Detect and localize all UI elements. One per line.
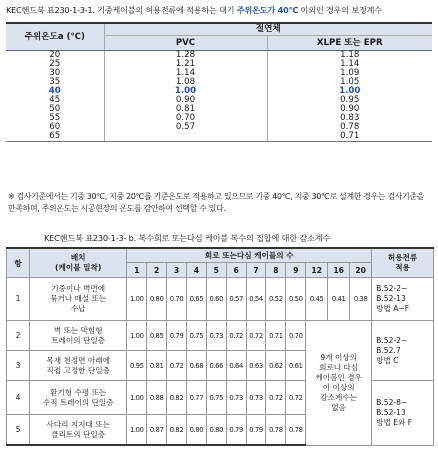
cell-pvc: 0.57 — [104, 123, 267, 132]
cell-factor: 0.65 — [186, 278, 206, 321]
cell-temp: 25 — [49, 59, 61, 69]
cell-factor: 0.73 — [206, 321, 226, 351]
cell-xlpe: 0.95 — [267, 96, 432, 105]
cell-factor: 0.95 — [127, 351, 147, 381]
cell-factor: 0.72 — [266, 381, 286, 415]
cell-factor: 0.62 — [266, 351, 286, 381]
temp-row — [6, 105, 432, 114]
count-header-cell: 3 — [167, 263, 187, 278]
cell-temp: 20 — [49, 50, 61, 60]
cell-temp: 40 — [48, 86, 61, 96]
count-header-cell: 8 — [266, 263, 286, 278]
table2-title: KEC핸드북 표230-1-3- b. 복수회로 또는다심 케이블 복수의 집합에 대한 감소계수 — [44, 233, 331, 243]
cell-factor: 0.50 — [286, 278, 306, 321]
cell-method: B.52-2~ B.52-13 방법 A~F — [372, 278, 434, 321]
cell-xlpe: 1.09 — [267, 69, 432, 78]
header-no: 항 — [7, 248, 30, 278]
cell-factor: 0.72 — [226, 321, 246, 351]
correction-factor-table — [6, 22, 432, 142]
table1-note: ※ 검사기준에서는 기중 30℃, 지중 20℃를 기준온도로 적용하고 있으므로 기중 40℃, 지중 30℃로 설계한 경우는 검사기준을 만족하며, 주위온도는 시공현장의 온도를 감안하여 선택할 수 있다. — [8, 192, 425, 213]
cell-pvc: 0.81 — [104, 105, 267, 114]
count-header-cell: 12 — [306, 263, 328, 278]
table2-body — [7, 278, 434, 446]
cell-factor: 0.57 — [226, 278, 246, 321]
temp-row — [6, 132, 432, 142]
cell-pvc: 1.00 — [104, 87, 267, 96]
count-header-cell: 1 — [127, 263, 147, 278]
cell-layout: 기중이나 벽면에 묶거나 매설 또는 수납 — [30, 278, 127, 321]
cell-no: 1 — [7, 278, 30, 321]
cell-xlpe: 1.00 — [267, 87, 432, 96]
cell-factor: 1.00 — [127, 415, 147, 446]
cell-no: 2 — [7, 321, 30, 351]
cell-temp: 35 — [49, 77, 61, 87]
cell-pvc: 0.90 — [104, 96, 267, 105]
cell-pvc: 1.28 — [104, 51, 267, 61]
cell-factor: 0.63 — [246, 351, 266, 381]
cell-factor: 1.00 — [127, 278, 147, 321]
count-header-cell: 16 — [328, 263, 350, 278]
cell-no: 5 — [7, 415, 30, 446]
cell-factor: 0.61 — [286, 351, 306, 381]
cell-pvc — [104, 132, 267, 142]
cell-temp: 50 — [49, 104, 61, 114]
cell-pvc: 0.70 — [104, 114, 267, 123]
cell-layout: 환기형 수평 또는 수직 트레이의 단일층 — [30, 381, 127, 415]
temp-row — [6, 96, 432, 105]
cell-layout: 사다리 지지대 또는 클리트의 단일층 — [30, 415, 127, 446]
cell-xlpe: 0.90 — [267, 105, 432, 114]
temp-row — [6, 87, 432, 96]
count-header-cell: 5 — [206, 263, 226, 278]
cell-factor: 0.87 — [147, 415, 167, 446]
cell-factor: 0.66 — [206, 351, 226, 381]
cell-factor: 0.77 — [186, 381, 206, 415]
cell-temp: 55 — [49, 113, 61, 123]
header-insulator: 절연체 — [104, 23, 432, 36]
cell-factor: 0.78 — [266, 415, 286, 446]
cell-factor: 0.72 — [246, 321, 266, 351]
count-header-cell: 4 — [186, 263, 206, 278]
cell-method: B.52-2~ B.52.7 방법 C — [372, 321, 434, 381]
count-header-cell: 9 — [286, 263, 306, 278]
cell-factor: 0.45 — [306, 278, 328, 321]
temp-row — [6, 51, 432, 61]
header-pvc: PVC — [104, 36, 267, 51]
cell-factor: 0.41 — [328, 278, 350, 321]
table1-body — [6, 51, 432, 142]
header-count: 회로 또는다심 케이블의 수 — [127, 248, 372, 263]
cell-factor: 0.70 — [167, 278, 187, 321]
cell-factor: 0.60 — [206, 278, 226, 321]
cell-method: B.52-8~ B.52-13 방법 E와 F — [372, 381, 434, 446]
cell-factor: 0.73 — [246, 381, 266, 415]
cell-factor: 0.52 — [266, 278, 286, 321]
header-ambient-temp: 주위온도a (℃) — [6, 23, 104, 51]
cell-temp: 45 — [49, 95, 61, 105]
cell-factor: 0.81 — [147, 351, 167, 381]
temp-row — [6, 78, 432, 87]
cell-factor: 0.73 — [226, 381, 246, 415]
header-layout: 배치 (케이블 밀착) — [30, 248, 127, 278]
cell-layout: 목재 천정면 아래에 직접 고정한 단일층 — [30, 351, 127, 381]
cell-factor: 0.71 — [266, 321, 286, 351]
reduction-row — [7, 321, 434, 351]
cell-factor: 0.72 — [167, 351, 187, 381]
count-header-cell: 7 — [246, 263, 266, 278]
cell-factor: 0.88 — [147, 381, 167, 415]
cell-factor: 0.85 — [147, 321, 167, 351]
cell-xlpe: 1.05 — [267, 78, 432, 87]
cell-temp: 65 — [6, 132, 104, 142]
cell-factor: 0.80 — [206, 415, 226, 446]
cell-factor: 0.72 — [286, 381, 306, 415]
temp-row — [6, 69, 432, 78]
cell-layout: 벽 또는 막힘형 트레이의 단일층 — [30, 321, 127, 351]
cell-factor: 1.00 — [127, 321, 147, 351]
cell-xlpe: 1.18 — [267, 51, 432, 61]
temp-row — [6, 114, 432, 123]
temp-row — [6, 123, 432, 132]
cell-factor: 0.79 — [226, 415, 246, 446]
cell-factor: 0.80 — [147, 278, 167, 321]
cell-factor: 0.70 — [286, 321, 306, 351]
cell-factor: 1.00 — [127, 381, 147, 415]
cell-factor: 0.64 — [226, 351, 246, 381]
cell-factor: 0.80 — [186, 415, 206, 446]
reduction-factor-table — [6, 247, 434, 446]
cell-factor: 0.78 — [286, 415, 306, 446]
cell-pvc: 1.08 — [104, 78, 267, 87]
header-method: 허용전류 적용 — [372, 248, 434, 278]
cell-temp: 30 — [49, 68, 61, 78]
cell-xlpe: 0.78 — [267, 123, 432, 132]
cell-xlpe: 1.14 — [267, 60, 432, 69]
table1-title-highlight: 주위온도가 40℃ — [236, 5, 299, 15]
cell-xlpe: 0.71 — [267, 132, 432, 142]
cell-no: 4 — [7, 381, 30, 415]
cell-factor: 0.75 — [186, 321, 206, 351]
cell-factor: 0.68 — [186, 351, 206, 381]
reduction-row — [7, 278, 434, 321]
cell-temp: 60 — [49, 122, 61, 132]
count-header-cell: 2 — [147, 263, 167, 278]
count-header-cell: 6 — [226, 263, 246, 278]
header-xlpe: XLPE 또는 EPR — [267, 36, 432, 51]
cell-factor: 0.75 — [206, 381, 226, 415]
count-header-cell: 20 — [350, 263, 372, 278]
cell-factor: 0.82 — [167, 381, 187, 415]
cell-factor: 0.54 — [246, 278, 266, 321]
cell-factor: 0.79 — [246, 415, 266, 446]
cell-no: 3 — [7, 351, 30, 381]
cell-factor: 0.82 — [167, 415, 187, 446]
cell-factor: 0.79 — [167, 321, 187, 351]
cell-factor: 0.38 — [350, 278, 372, 321]
table1-title-prefix: KEC핸드북 표230-1-3-1. 기중케이블의 허용전류에 적용하는 대기 — [6, 5, 235, 15]
merged-note: 9개 이상의 회로나 다심 케이블인 경우 이 이상의 감소계수는 없음 — [306, 321, 372, 446]
table1-title — [6, 5, 436, 16]
cell-xlpe: 0.83 — [267, 114, 432, 123]
cell-pvc: 1.21 — [104, 60, 267, 69]
table1-title-suffix: 이외인 경우의 보정계수 — [300, 5, 382, 15]
temp-row — [6, 60, 432, 69]
cell-pvc: 1.14 — [104, 69, 267, 78]
